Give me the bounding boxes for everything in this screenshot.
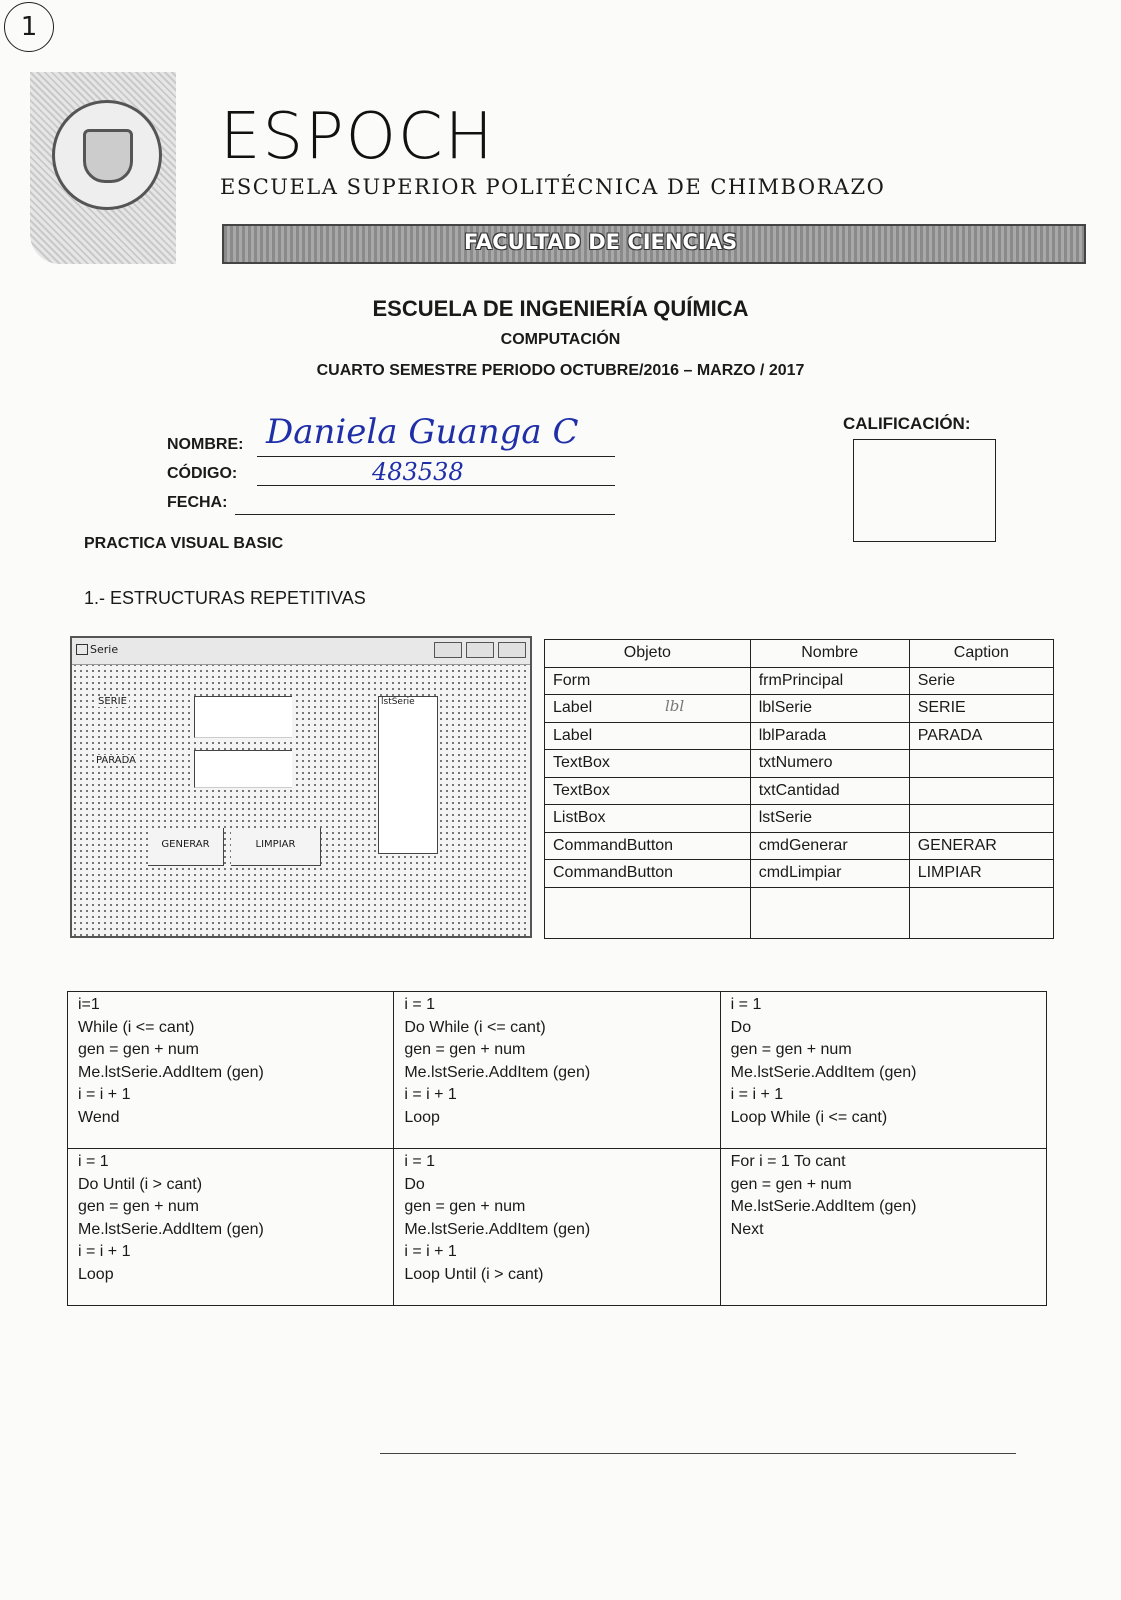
cell-caption bbox=[909, 887, 1053, 938]
name-value: Daniela Guanga C bbox=[266, 412, 579, 452]
code-line: Me.lstSerie.AddItem (gen) bbox=[404, 1220, 591, 1238]
code-cell-loop-until bbox=[394, 1149, 720, 1306]
code-line: gen = gen + num bbox=[404, 1198, 526, 1215]
form-titlebar bbox=[72, 638, 530, 665]
table-row bbox=[545, 860, 1054, 888]
code-line: i=1 bbox=[78, 996, 100, 1013]
cell-caption bbox=[909, 750, 1053, 778]
loop-structures-table bbox=[67, 991, 1047, 1306]
code-cell-for-next bbox=[720, 1149, 1046, 1306]
code-line: Do bbox=[404, 1175, 425, 1193]
cell-caption bbox=[909, 777, 1053, 805]
code-line: i = i + 1 bbox=[78, 1086, 131, 1103]
brand-name: ESPOCH bbox=[220, 100, 495, 174]
form-listbox-label: lstSerie bbox=[381, 697, 415, 707]
cell-objeto bbox=[545, 695, 751, 723]
cell-nombre: frmPrincipal bbox=[750, 667, 909, 695]
code-line: Me.lstSerie.AddItem (gen) bbox=[78, 1063, 264, 1081]
minimize-icon bbox=[434, 642, 462, 658]
signature-line bbox=[380, 1453, 1016, 1454]
code-line: For i = 1 To cant bbox=[730, 1153, 846, 1170]
cell-objeto: TextBox bbox=[545, 777, 751, 805]
form-listbox bbox=[378, 696, 438, 854]
code-line: i = i + 1 bbox=[404, 1243, 457, 1260]
table-row bbox=[545, 722, 1054, 750]
cell-caption: SERIE bbox=[909, 695, 1053, 723]
code-line: Loop While (i <= cant) bbox=[730, 1108, 888, 1126]
header-caption: Caption bbox=[909, 640, 1053, 668]
code-line: gen = gen + num bbox=[404, 1041, 526, 1058]
seal-emblem-icon bbox=[52, 100, 162, 210]
form-button-generar: GENERAR bbox=[148, 828, 224, 866]
code-line: Do Until (i > cant) bbox=[78, 1175, 203, 1193]
cell-nombre: cmdLimpiar bbox=[750, 860, 909, 888]
cell-caption: LIMPIAR bbox=[909, 860, 1053, 888]
cell-objeto: TextBox bbox=[545, 750, 751, 778]
university-seal bbox=[30, 72, 176, 264]
school-title: ESCUELA DE INGENIERÍA QUÍMICA bbox=[372, 296, 749, 321]
faculty-label: FACULTAD DE CIENCIAS bbox=[464, 230, 738, 254]
cell-nombre: txtCantidad bbox=[750, 777, 909, 805]
table-row bbox=[545, 887, 1054, 938]
date-label: FECHA: bbox=[167, 494, 228, 511]
form-window-icon bbox=[76, 644, 88, 655]
code-line: i = i + 1 bbox=[730, 1086, 784, 1103]
header-objeto: Objeto bbox=[545, 640, 751, 668]
code-line: Wend bbox=[78, 1108, 120, 1126]
code-line: Me.lstSerie.AddItem (gen) bbox=[730, 1198, 917, 1215]
code-line: i = 1 bbox=[404, 1153, 436, 1170]
code-line: i = i + 1 bbox=[78, 1243, 131, 1260]
maximize-icon bbox=[466, 642, 494, 658]
code-line: Me.lstSerie.AddItem (gen) bbox=[730, 1063, 917, 1081]
code-line: i = i + 1 bbox=[404, 1086, 457, 1103]
code-line: i = 1 bbox=[78, 1153, 109, 1170]
code-line: Do bbox=[730, 1018, 752, 1036]
table-row bbox=[68, 992, 1047, 1149]
table-row bbox=[545, 695, 1054, 723]
period-title: CUARTO SEMESTRE PERIODO OCTUBRE/2016 – MARZO / 2017 bbox=[316, 362, 805, 379]
close-icon bbox=[498, 642, 526, 658]
table-row bbox=[545, 805, 1054, 833]
form-textbox-cantidad bbox=[194, 750, 292, 788]
table-row bbox=[545, 777, 1054, 805]
grade-label: CALIFICACIÓN: bbox=[843, 414, 971, 433]
code-line: While (i <= cant) bbox=[78, 1018, 195, 1036]
handwritten-annotation: lbl bbox=[665, 697, 685, 715]
cell-objeto: CommandButton bbox=[545, 860, 751, 888]
form-label-serie: SERIE bbox=[98, 696, 127, 707]
table-row bbox=[68, 1149, 1047, 1306]
cell-caption bbox=[909, 805, 1053, 833]
code-cell-while-wend bbox=[68, 992, 394, 1149]
table-header-row bbox=[545, 640, 1054, 668]
cell-caption: GENERAR bbox=[909, 832, 1053, 860]
cell-nombre bbox=[750, 887, 909, 938]
cell-objeto-text: Label bbox=[553, 699, 593, 717]
cell-objeto: CommandButton bbox=[545, 832, 751, 860]
header-nombre: Nombre bbox=[750, 640, 909, 668]
form-button-limpiar: LIMPIAR bbox=[231, 828, 321, 866]
code-line: gen = gen + num bbox=[730, 1175, 852, 1193]
code-line: Loop bbox=[404, 1108, 440, 1126]
form-designer-mockup bbox=[70, 636, 532, 938]
faculty-band bbox=[222, 224, 1086, 264]
course-title: COMPUTACIÓN bbox=[500, 331, 621, 348]
code-cell-do-until bbox=[68, 1149, 394, 1306]
code-line: Loop bbox=[78, 1265, 114, 1283]
code-label: CÓDIGO: bbox=[167, 465, 238, 482]
form-label-parada: PARADA bbox=[96, 755, 136, 766]
table-row bbox=[545, 667, 1054, 695]
cell-objeto: Form bbox=[545, 667, 751, 695]
objects-table bbox=[544, 639, 1054, 939]
date-line bbox=[235, 514, 615, 515]
code-line: Loop Until (i > cant) bbox=[404, 1265, 544, 1283]
code-line: gen = gen + num bbox=[78, 1198, 199, 1215]
table-row bbox=[545, 832, 1054, 860]
form-textbox-numero bbox=[194, 696, 292, 738]
cell-objeto bbox=[545, 887, 751, 938]
practice-title: PRACTICA VISUAL BASIC bbox=[84, 535, 284, 552]
section-title: 1.- ESTRUCTURAS REPETITIVAS bbox=[84, 588, 366, 608]
cell-objeto: Label bbox=[545, 722, 751, 750]
cell-nombre: txtNumero bbox=[750, 750, 909, 778]
code-cell-do-while bbox=[394, 992, 720, 1149]
page-number: 1 bbox=[4, 2, 54, 52]
table-row bbox=[545, 750, 1054, 778]
code-line: Me.lstSerie.AddItem (gen) bbox=[404, 1063, 591, 1081]
cell-objeto: ListBox bbox=[545, 805, 751, 833]
name-label: NOMBRE: bbox=[167, 436, 244, 453]
institution-name: ESCUELA SUPERIOR POLITÉCNICA DE CHIMBORAZO bbox=[220, 175, 886, 199]
name-line bbox=[257, 456, 615, 457]
cell-nombre: lstSerie bbox=[750, 805, 909, 833]
code-cell-loop-while bbox=[720, 992, 1046, 1149]
cell-nombre: lblParada bbox=[750, 722, 909, 750]
code-line: gen = gen + num bbox=[730, 1041, 852, 1058]
code-line: gen = gen + num bbox=[78, 1041, 199, 1058]
grade-box bbox=[853, 439, 996, 542]
code-value: 483538 bbox=[372, 458, 464, 486]
code-line: Me.lstSerie.AddItem (gen) bbox=[78, 1220, 264, 1238]
cell-nombre: cmdGenerar bbox=[750, 832, 909, 860]
cell-caption: PARADA bbox=[909, 722, 1053, 750]
form-title: Serie bbox=[90, 643, 119, 656]
cell-caption: Serie bbox=[909, 667, 1053, 695]
code-line: Do While (i <= cant) bbox=[404, 1018, 546, 1036]
code-line: i = 1 bbox=[404, 996, 436, 1013]
cell-nombre: lblSerie bbox=[750, 695, 909, 723]
code-line: i = 1 bbox=[730, 996, 762, 1013]
code-line: Next bbox=[730, 1220, 764, 1238]
